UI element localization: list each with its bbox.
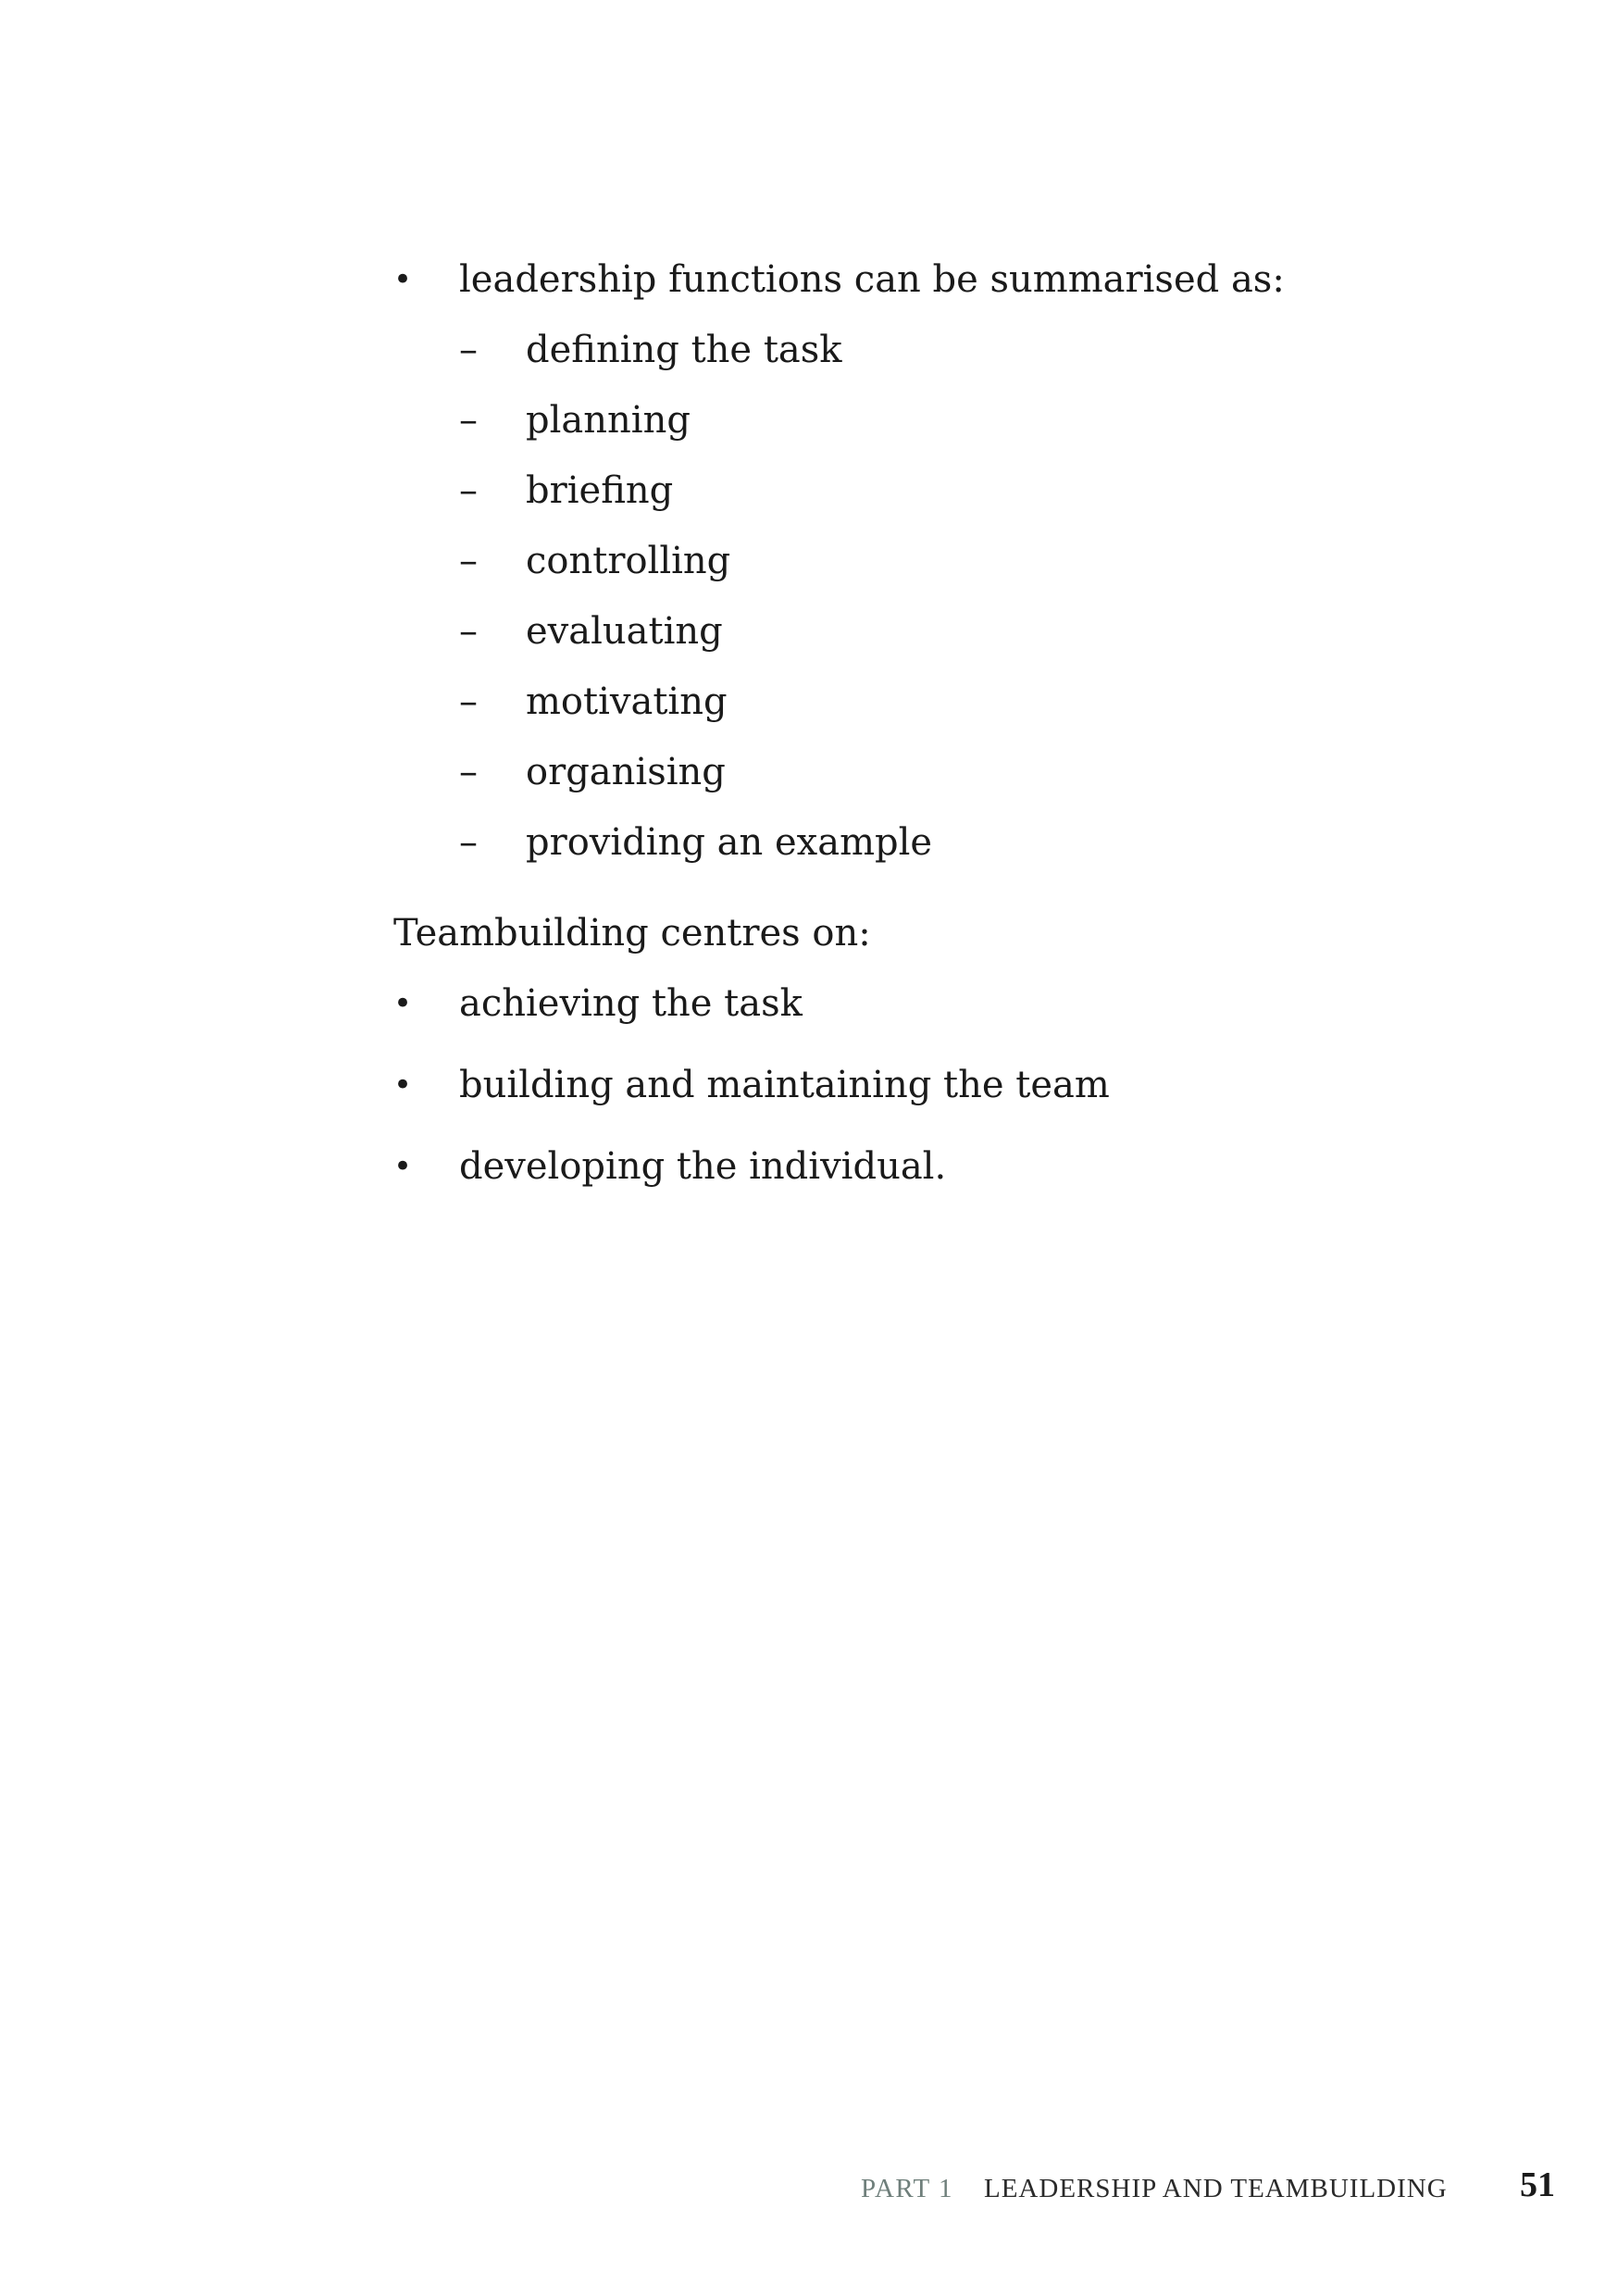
footer-part-label: PART 1 <box>861 2174 953 2203</box>
footer-section-title: LEADERSHIP AND TEAMBUILDING <box>984 2174 1448 2203</box>
section-intro-text: Teambuilding centres on: <box>393 912 871 955</box>
sub-list-item <box>393 398 1412 468</box>
dash-icon: – <box>459 821 478 864</box>
sub-list-item <box>393 539 1412 609</box>
list-item <box>393 257 1412 328</box>
dash-icon: – <box>459 540 478 582</box>
list-item <box>393 1063 1412 1144</box>
sub-list-item-text: controlling <box>526 540 731 582</box>
bullet-icon: • <box>393 985 413 1022</box>
sub-list-item-text: briefing <box>526 469 674 512</box>
sub-list-item-text: evaluating <box>526 610 723 653</box>
sub-list-item <box>393 680 1412 750</box>
sub-list-item <box>393 820 1412 891</box>
sub-list-item <box>393 609 1412 680</box>
section-intro <box>393 911 1412 981</box>
dash-icon: – <box>459 399 478 442</box>
dash-icon: – <box>459 469 478 512</box>
list-item-text: developing the individual. <box>459 1145 947 1188</box>
bullet-icon: • <box>393 261 413 298</box>
sub-list-item <box>393 468 1412 539</box>
sub-list-item <box>393 750 1412 820</box>
bullet-icon: • <box>393 1067 413 1104</box>
dash-icon: – <box>459 610 478 653</box>
sub-list-item <box>393 328 1412 398</box>
sub-list-item-text: planning <box>526 399 691 442</box>
sub-list-item-text: motivating <box>526 680 728 723</box>
list-item <box>393 1144 1412 1226</box>
sub-list-item-text: organising <box>526 751 726 793</box>
list-item-text: achieving the task <box>459 982 803 1025</box>
page-body <box>393 257 1412 1226</box>
list-item-text: building and maintaining the team <box>459 1064 1110 1106</box>
bullet-icon: • <box>393 1148 413 1185</box>
list-item <box>393 981 1412 1063</box>
dash-icon: – <box>459 751 478 793</box>
sub-list-item-text: defining the task <box>526 329 842 371</box>
paragraph-spacer <box>393 891 1412 911</box>
page-footer <box>861 2165 1564 2211</box>
dash-icon: – <box>459 329 478 371</box>
dash-icon: – <box>459 680 478 723</box>
page-number: 51 <box>1520 2165 1555 2204</box>
sub-list-item-text: providing an example <box>526 821 933 864</box>
list-item-text: leadership functions can be summarised as: <box>459 258 1285 301</box>
